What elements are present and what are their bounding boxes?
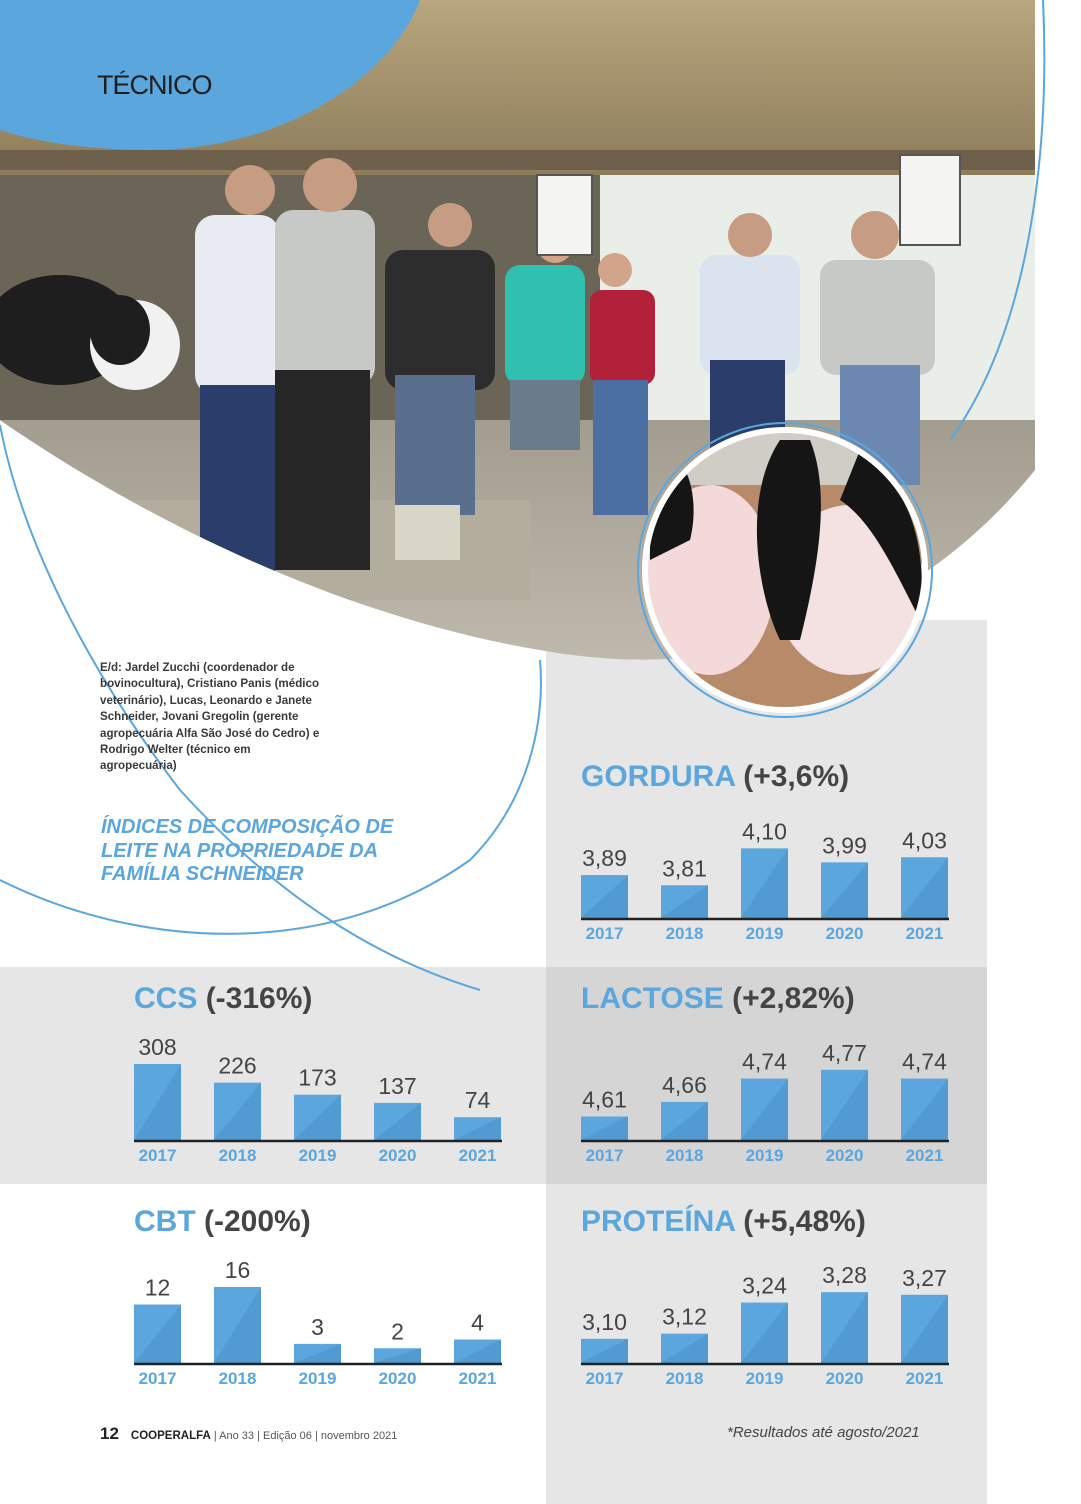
data-label: 4,61 [582, 1086, 627, 1113]
bar-chart-svg [581, 1205, 949, 1400]
chart-change: (+5,48%) [743, 1205, 866, 1238]
year-tick-label: 2019 [745, 1146, 784, 1165]
year-tick-label: 2017 [585, 924, 624, 943]
chart-gordura [581, 760, 961, 960]
results-note: *Resultados até agosto/2021 [727, 1424, 920, 1441]
data-label: 3,28 [822, 1262, 867, 1289]
year-tick-label: 2020 [378, 1146, 417, 1165]
year-tick-label: 2019 [298, 1146, 337, 1165]
chart-name: CCS [134, 982, 198, 1015]
year-tick-label: 2017 [138, 1369, 177, 1388]
year-tick-label: 2017 [585, 1146, 624, 1165]
chart-change: (+3,6%) [743, 760, 850, 793]
year-tick-label: 2021 [905, 1146, 944, 1165]
year-tick-label: 2018 [665, 924, 704, 943]
year-tick-label: 2018 [218, 1146, 257, 1165]
data-label: 173 [298, 1064, 337, 1091]
year-tick-label: 2020 [378, 1369, 417, 1388]
data-label: 4,66 [662, 1071, 707, 1098]
data-label: 137 [378, 1072, 417, 1099]
data-label: 308 [138, 1034, 177, 1060]
data-label: 12 [144, 1274, 171, 1301]
year-tick-label: 2020 [825, 1369, 864, 1388]
year-tick-label: 2021 [458, 1369, 497, 1388]
data-label: 4,03 [902, 827, 947, 854]
year-tick-label: 2019 [298, 1369, 337, 1388]
data-label: 3,89 [582, 845, 627, 872]
bar-chart-svg [134, 982, 502, 1177]
data-label: 3,81 [662, 855, 707, 882]
year-tick-label: 2018 [665, 1369, 704, 1388]
data-label: 4,74 [742, 1048, 787, 1075]
year-tick-label: 2017 [138, 1146, 177, 1165]
year-tick-label: 2017 [585, 1369, 624, 1388]
data-label: 4,10 [742, 818, 787, 845]
year-tick-label: 2020 [825, 1146, 864, 1165]
chart-change: (+2,82%) [732, 982, 855, 1015]
data-label: 226 [218, 1052, 257, 1079]
year-tick-label: 2019 [745, 1369, 784, 1388]
year-tick-label: 2018 [665, 1146, 704, 1165]
photo-caption: E/d: Jardel Zucchi (coordenador de bovinocultura), Cristiano Panis (médico veterinário), Lucas, Leonardo e Janete Schneider, Jovani Gregolin (gerente agropecuária Alfa São José do Cedro) e Rodrigo Welter (técnico em agropecuária) [100, 661, 320, 773]
chart-name: GORDURA [581, 760, 735, 793]
data-label: 3,24 [742, 1272, 787, 1299]
year-tick-label: 2021 [458, 1146, 497, 1165]
data-label: 3,99 [822, 832, 867, 859]
data-label: 3,12 [662, 1303, 707, 1330]
issue-info: | Ano 33 | Edição 06 | novembro 2021 [210, 1430, 398, 1442]
year-tick-label: 2019 [745, 924, 784, 943]
chart-name: CBT [134, 1205, 196, 1238]
year-tick-label: 2021 [905, 924, 944, 943]
data-label: 4,77 [822, 1039, 867, 1066]
year-tick-label: 2020 [825, 924, 864, 943]
page-number: 12 [100, 1424, 119, 1443]
chart-proteina [581, 1205, 961, 1405]
chart-name: PROTEÍNA [581, 1205, 735, 1238]
chart-change: (-316%) [205, 982, 313, 1015]
chart-name: LACTOSE [581, 982, 724, 1015]
section-label: TÉCNICO [97, 70, 212, 100]
data-label: 16 [224, 1257, 251, 1283]
data-label: 2 [391, 1318, 404, 1345]
year-tick-label: 2021 [905, 1369, 944, 1388]
data-label: 3 [311, 1313, 324, 1340]
data-label: 3,10 [582, 1308, 627, 1335]
bar-chart-svg [134, 1205, 502, 1400]
data-label: 4 [471, 1309, 484, 1336]
year-tick-label: 2018 [218, 1369, 257, 1388]
data-label: 3,27 [902, 1264, 947, 1291]
bar-chart-svg [581, 760, 949, 955]
magazine-name: COOPERALFA [130, 1430, 211, 1442]
chart-lactose [581, 982, 961, 1182]
chart-change: (-200%) [204, 1205, 311, 1238]
data-label: 74 [464, 1087, 491, 1114]
chart-ccs [134, 982, 514, 1182]
chart-cbt [134, 1205, 514, 1405]
bar-chart-svg [581, 982, 949, 1177]
footer [100, 1424, 397, 1444]
headline: ÍNDICES DE COMPOSIÇÃO DE LEITE NA PROPRIEDADE DA FAMÍLIA SCHNEIDER [101, 816, 394, 885]
data-label: 4,74 [902, 1048, 947, 1075]
